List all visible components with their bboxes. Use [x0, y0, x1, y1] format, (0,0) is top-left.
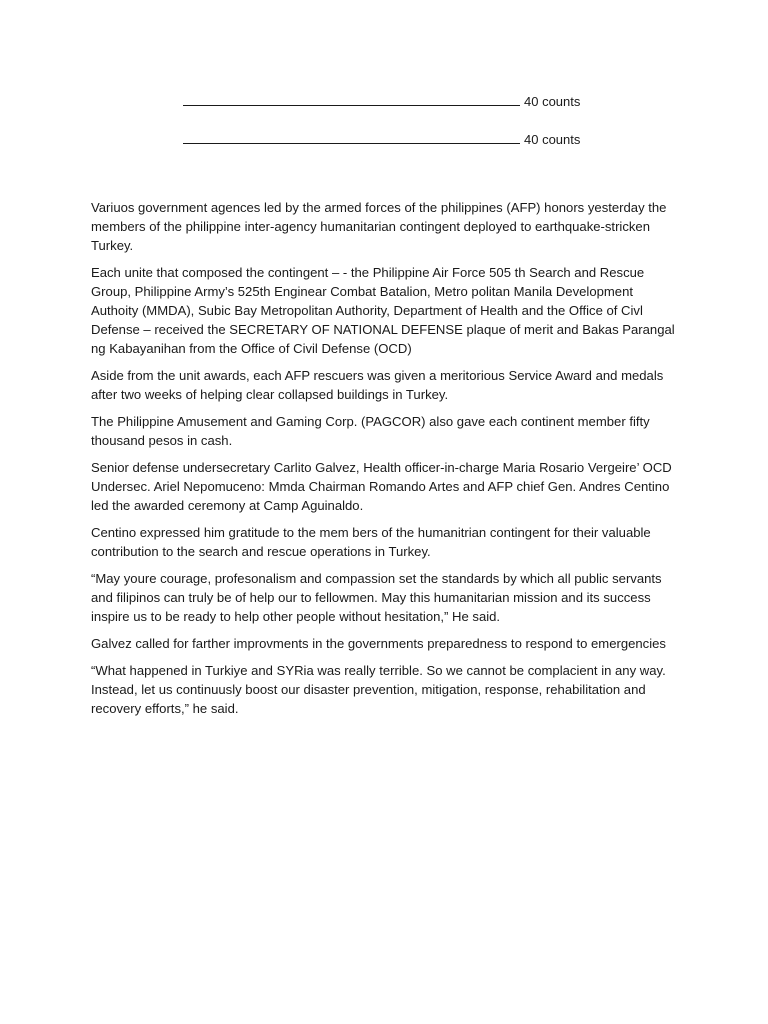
paragraph: The Philippine Amusement and Gaming Corp. (PAGCOR) also gave each continent member fifty thousand pesos in cash. [91, 414, 650, 448]
count-line [183, 131, 580, 148]
paragraph: Centino expressed him gratitude to the mem bers of the humanitrian contingent for their valuable contribution to the search and rescue operations in Turkey. [91, 525, 651, 559]
paragraph: Aside from the unit awards, each AFP rescuers was given a meritorious Service Award and medals after two weeks of helping clear collapsed buildings in Turkey. [91, 368, 664, 402]
paragraph: Senior defense undersecretary Carlito Galvez, Health officer-in-charge Maria Rosario Vergeire’ OCD Undersec. Ariel Nepomuceno: Mmda Chairman Romando Artes and AFP chief Gen. Andres Centino led the awarded ceremony at Camp Aguinaldo. [91, 460, 672, 513]
count-label: 40 counts [524, 132, 581, 147]
count-line [183, 93, 580, 110]
paragraph: “What happened in Turkiye and SYRia was really terrible. So we cannot be complacient in any way. Instead, let us continuusly boost our disaster prevention, mitigation, response, rehabilitation and recovery efforts,” he said. [91, 663, 666, 716]
blank-line [183, 93, 520, 106]
article-body [91, 198, 683, 726]
paragraph: Each unite that composed the contingent – - the Philippine Air Force 505 th Search and Rescue Group, Philippine Army’s 525th Enginear Combat Batalion, Metro politan Manila Development Authoity (MMDA), Subic Bay Metropolitan Authority, Department of Health and the Office of Civl Defense – received the SECRETARY OF NATIONAL DEFENSE plaque of merit and Bakas Parangal ng Kabayanihan from the Office of Civil Defense (OCD) [91, 265, 675, 356]
paragraph: “May youre courage, profesonalism and compassion set the standards by which all public servants and filipinos can truly be of help our to fellowmen. May this humanitarian mission and its success inspire us to be ready to help other people without hesitation,” He said. [91, 571, 662, 624]
paragraph: Variuos government agences led by the armed forces of the philippines (AFP) honors yesterday the members of the philippine inter-agency humanitarian contingent deployed to earthquake-stricken Turkey. [91, 200, 667, 253]
blank-line [183, 131, 520, 144]
paragraph: Galvez called for farther improvments in the governments preparedness to respond to emergencies [91, 636, 666, 651]
count-label: 40 counts [524, 94, 581, 109]
